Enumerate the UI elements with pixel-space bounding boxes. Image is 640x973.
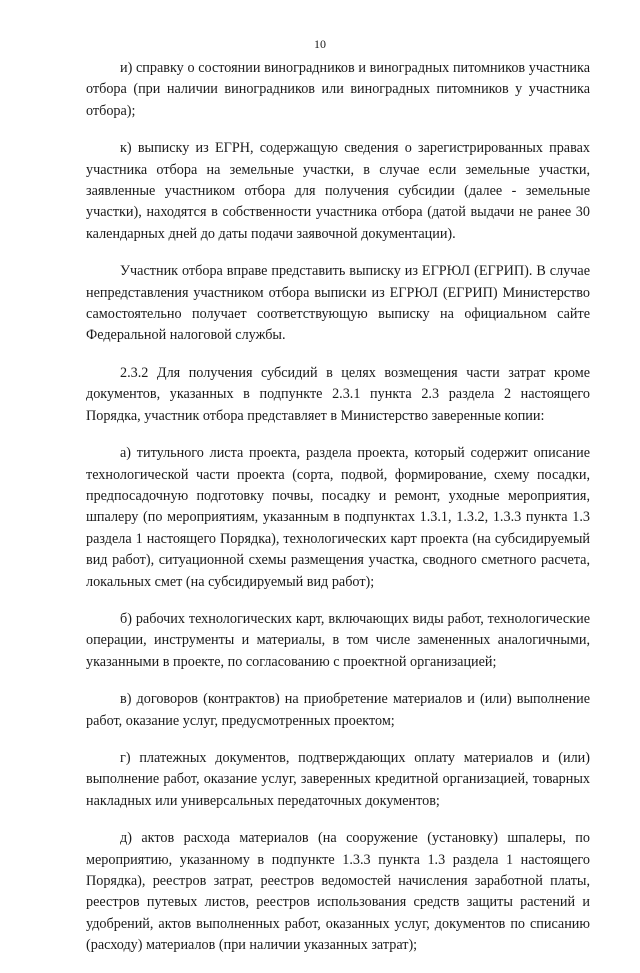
paragraph-g: г) платежных документов, подтверждающих оплату материалов и (или) выполнение работ, оказание услуг, заверенных кредитной организацией, товарных накладных или универсальных передаточных документов; — [86, 749, 590, 809]
page-number: 10 — [314, 37, 326, 51]
paragraph-egrul: Участник отбора вправе представить выписку из ЕГРЮЛ (ЕГРИП). В случае непредставления участником отбора выписки из ЕГРЮЛ (ЕГРИП) Министерство самостоятельно получает соответствующую выписку на официальном сайте Федеральной налоговой службы. — [86, 263, 590, 344]
paragraph-b: б) рабочих технологических карт, включающих виды работ, технологические операции, инструменты и материалы, в том числе замененных аналогичными, указанными в проекте, по согласованию с проектной организацией; — [86, 610, 590, 670]
paragraph-i: и) справку о состоянии виноградников и виноградных питомников участника отбора (при наличии виноградников или виноградных питомников у участника отбора); — [86, 60, 590, 119]
paragraph-2-3-2: 2.3.2 Для получения субсидий в целях возмещения части затрат кроме документов, указанных в подпункте 2.3.1 пункта 2.3 раздела 2 настоящего Порядка, участник отбора представляет в Министерство заверенные копии: — [86, 364, 590, 424]
document-body — [86, 58, 590, 973]
paragraph-a: а) титульного листа проекта, раздела проекта, который содержит описание технологической части проекта (сорта, подвой, формирование, схему посадки, предпосадочную подготовку почвы, посадку и ремонт, уходные мероприятия, шпалеру (по мероприятиям, указанным в подпунктах 1.3.1, 1.3.2, 1.3.3 пункта 1.3 раздела 1 настоящего Порядка), технологических карт проекта (на субсидируемый вид работ), ситуационной схемы размещения участка, сводного сметного расчета, локальных смет (на субсидируемый вид работ); — [86, 445, 590, 590]
paragraph-v: в) договоров (контрактов) на приобретение материалов и (или) выполнение работ, оказание услуг, предусмотренных проектом; — [86, 691, 590, 729]
paragraph-k: к) выписку из ЕГРН, содержащую сведения о зарегистрированных правах участника отбора на земельные участки, в случае если земельные участки, заявленные участником отбора для получения субсидии (далее - земельные участки), находятся в собственности участника отбора (датой выдачи не ранее 30 календарных дней до даты подачи заявочной документации). — [86, 140, 590, 242]
paragraph-d: д) актов расхода материалов (на сооружение (установку) шпалеры, по мероприятию, указанному в подпункте 1.3.3 пункта 1.3 раздела 1 настоящего Порядка), реестров затрат, реестров ведомостей начисления заработной платы, реестров путевых листов, реестров использования средств защиты растений и удобрений, актов выполненных работ, оказанных услуг, документов по списанию (расходу) материалов (при наличии указанных затрат); — [86, 830, 590, 954]
